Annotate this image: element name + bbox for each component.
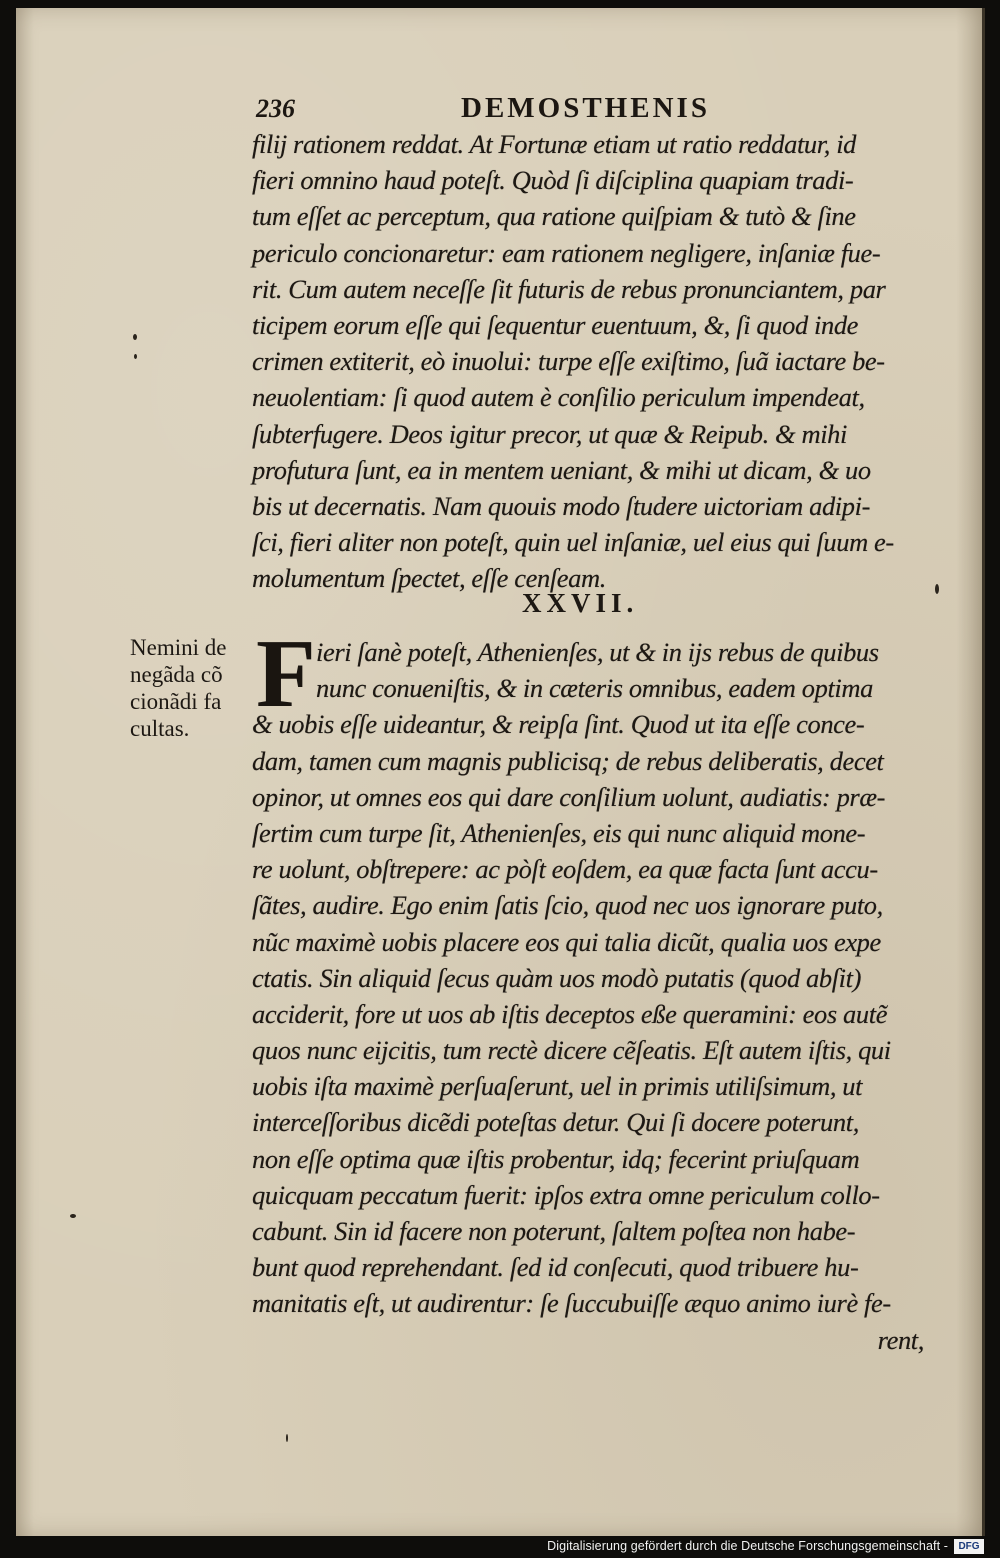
dfg-logo-icon[interactable]: DFG [954,1539,984,1554]
text-line: nunc conueniſtis, & in cæteris omnibus, eadem optima [316,673,873,704]
text-line: ſertim cum turpe ſit, Athenienſes, eis qui nunc aliquid mone- [252,817,866,848]
ink-speck [134,354,137,359]
text-line: nũc maximè uobis placere eos qui talia dicũt, qualia uos expe [252,926,881,957]
text-line: rit. Cum autem neceſſe ſit futuris de rebus pronunciantem, par [252,273,886,304]
text-line: filij rationem reddat. At Fortunæ etiam ut ratio reddatur, id [252,129,857,159]
text-line: crimen extiterit, eò inuolui: turpe eſſe exiſtimo, ſuã iactare be- [252,346,885,377]
text-line: tum eſſet ac perceptum, qua ratione quiſpiam & tutò & ſine [252,201,856,232]
text-line: uobis iſta maximè perſuaſerunt, uel in primis utiliſsimum, ut [252,1071,863,1102]
text-line: opinor, ut omnes eos qui dare conſilium uolunt, audiatis: præ- [252,781,886,812]
ink-speck [70,1214,76,1218]
text-line: interceſſoribus dicẽdi poteſtas detur. Qui ſi docere poterunt, [252,1107,859,1138]
text-line: bis ut decernatis. Nam quouis modo ſtudere uictoriam adipi- [252,490,871,521]
text-line: profutura ſunt, ea in mentem ueniant, & mihi ut dicam, & uo [252,454,871,485]
text-line: re uolunt, obſtrepere: ac pòſt eoſdem, ea quæ facta ſunt accu- [252,854,878,885]
marginal-note [130,634,260,742]
running-title: DEMOSTHENIS [461,92,710,124]
text-line: ctatis. Sin aliquid ſecus quàm uos modò putatis (quod abſit) [252,962,862,993]
ink-speck [935,584,939,594]
text-line: molumentum ſpectet, eſſe cenſeam. [252,563,606,594]
catchword-line: rent, [877,1324,924,1355]
section-number: XXVII. [522,588,639,618]
footer-credit: Digitalisierung gefördert durch die Deutsche Forschungsgemeinschaft - [547,1539,948,1553]
text-line: & uobis eſſe uideantur, & reipſa ſint. Quod ut ita eſſe conce- [252,709,865,740]
text-line: fieri omnino haud poteſt. Quòd ſi diſciplina quapiam tradi- [252,165,854,196]
ink-speck [286,1434,288,1442]
text-line: ſci, fieri aliter non poteſt, quin uel inſaniæ, uel eius qui ſuum e- [252,527,894,558]
text-line: dam, tamen cum magnis publicisq; de rebus deliberatis, decet [252,745,884,776]
text-line: cabunt. Sin id facere non poterunt, ſaltem poſtea non habe- [252,1216,856,1246]
text-line: ticipem eorum eſſe qui ſequentur euentuum, &, ſi quod inde [252,309,859,340]
marginal-note-line: cultas. [130,716,190,741]
text-line: ſubterfugere. Deos igitur precor, ut quæ & Reipub. & mihi [252,418,847,449]
text-line: neuolentiam: ſi quod autem è conſilio periculum impendeat, [252,382,865,413]
text-line: non eſſe optima quæ iſtis probentur, idq; fecerint priuſquam [252,1143,860,1174]
page-number: 236 [256,94,295,123]
body-text-block-1 [252,126,924,596]
text-line: quos nunc eijcitis, tum rectè dicere cẽſeatis. Eſt autem iſtis, qui [252,1035,891,1066]
marginal-note-line: Nemini de [130,635,227,660]
text-line: acciderit, fore ut uos ab iſtis deceptos eße queramini: eos autẽ [252,998,888,1029]
text-line: bunt quod reprehendant. ſed id conſecuti, quod tribuere hu- [252,1252,859,1283]
text-line: ieri ſanè poteſt, Athenienſes, ut & in ijs rebus de quibus [316,637,879,667]
text-line: ſãtes, audire. Ego enim ſatis ſcio, quod nec uos ignorare puto, [252,890,883,921]
ink-speck [133,334,137,340]
marginal-note-line: cionãdi fa [130,689,222,714]
drop-cap-initial: F [256,620,316,728]
digitization-footer [0,1536,1000,1558]
body-text-block-2 [252,620,924,1358]
text-line: quicquam peccatum fuerit: ipſos extra omne periculum collo- [252,1179,880,1210]
text-line: manitatis eſt, ut audirentur: ſe ſuccubuiſſe æquo animo iurè fe- [252,1288,891,1319]
text-line: periculo concionaretur: eam rationem negligere, inſaniæ fue- [252,237,881,268]
marginal-note-line: negãda cõ [130,662,223,687]
